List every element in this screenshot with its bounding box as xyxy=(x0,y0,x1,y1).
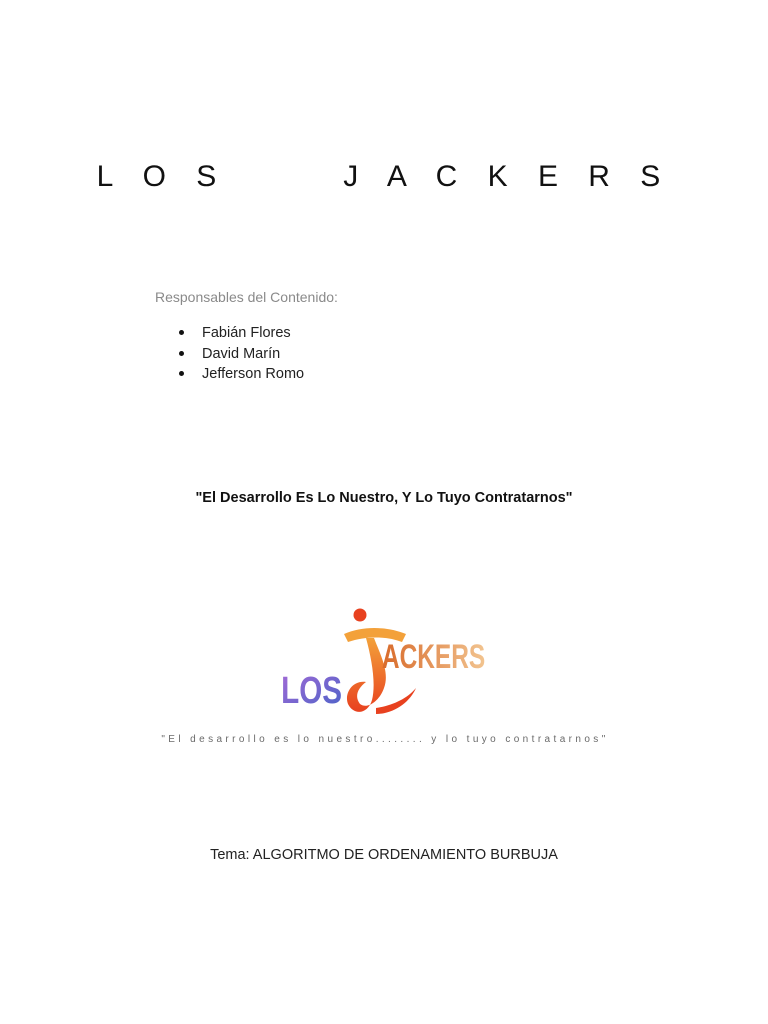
bullet-icon xyxy=(179,371,184,376)
document-title: L O S J A C K E R S xyxy=(96,160,672,193)
logo-tagline: "El desarrollo es lo nuestro........ y lo tuyo contratarnos" xyxy=(161,734,609,745)
author-item xyxy=(176,323,304,344)
author-item xyxy=(176,344,304,365)
bullet-icon xyxy=(179,330,184,335)
los-jackers-logo xyxy=(140,596,630,756)
author-item xyxy=(176,364,304,385)
author-name: Fabián Flores xyxy=(202,325,291,341)
logo-graphic xyxy=(140,596,630,756)
author-name: Jefferson Romo xyxy=(202,366,305,382)
logo-ackers-text: ACKERS xyxy=(381,638,486,677)
author-name: David Marín xyxy=(202,345,281,362)
motto-quote: "El Desarrollo Es Lo Nuestro, Y Lo Tuyo Contratarnos" xyxy=(195,490,573,506)
logo-los-text: LOS xyxy=(281,669,343,712)
authors-list xyxy=(176,323,304,385)
bullet-icon xyxy=(179,351,184,356)
topic-line: Tema: ALGORITMO DE ORDENAMIENTO BURBUJA xyxy=(210,847,558,863)
responsables-label: Responsables del Contenido: xyxy=(155,289,338,305)
